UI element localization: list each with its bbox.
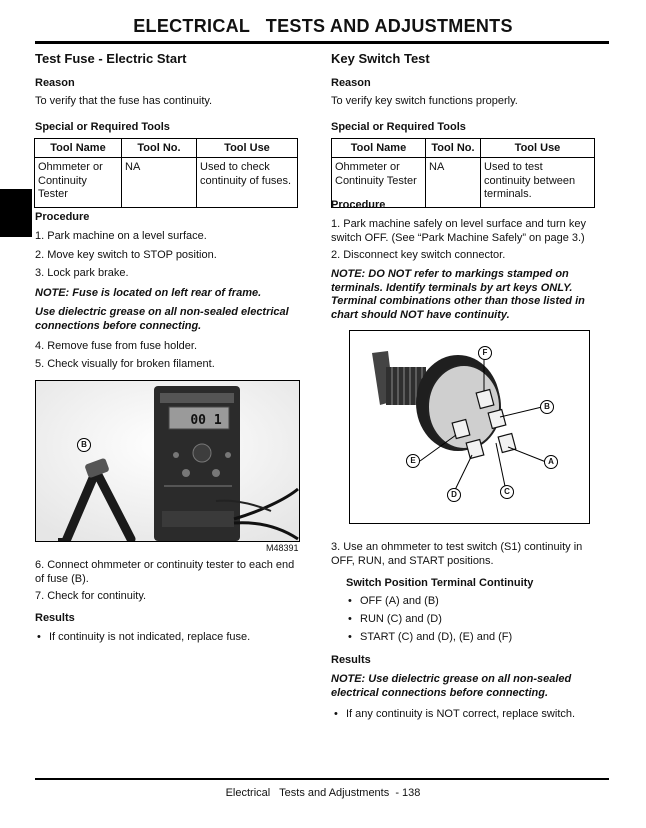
table-cell-tool-no: NA [426,158,481,208]
table-header-tool-name: Tool Name [35,139,122,158]
table-cell-tool-no: NA [122,158,197,208]
left-tools-table [34,138,298,208]
right-step-2: 2. Disconnect key switch connector. [331,249,506,261]
switch-callout-e: E [406,454,420,468]
right-section-title: Key Switch Test [331,51,430,66]
left-step-6: 6. Connect ohmmeter or continuity tester to each end of fuse (B). [35,559,295,585]
right-step-3: 3. Use an ohmmeter to test switch (S1) continuity in OFF, RUN, and START positions. [331,541,583,567]
continuity-off: • OFF (A) and (B) [360,595,439,609]
left-procedure-heading: Procedure [35,211,90,223]
left-reason-heading: Reason [35,77,75,89]
left-result-bullet: • If continuity is not indicated, replace fuse. [49,631,250,645]
table-cell-tool-name: Ohmmeter or Continuity Tester [35,158,122,208]
continuity-heading: Switch Position Terminal Continuity [346,577,534,589]
fuse-test-photo [35,380,300,542]
table-header-tool-name: Tool Name [332,139,426,158]
left-step-1: 1. Park machine on a level surface. [35,230,207,242]
left-reason-text: To verify that the fuse has continuity. [35,95,213,107]
right-tools-table [331,138,595,208]
svg-text:00 1: 00 1 [190,413,222,428]
right-tools-heading: Special or Required Tools [331,121,466,133]
left-note-dielectric: Use dielectric grease on all non-sealed electrical connections before connecting. [35,306,289,332]
left-step-4: 4. Remove fuse from fuse holder. [35,340,198,352]
left-section-title: Test Fuse - Electric Start [35,51,187,66]
left-step-2: 2. Move key switch to STOP position. [35,249,217,261]
left-step-5: 5. Check visually for broken filament. [35,358,215,370]
left-figure-id: M48391 [266,543,299,553]
key-switch-photo [349,330,590,524]
header-rule [35,41,609,44]
ohmmeter-illustration [36,381,299,541]
right-results-note: NOTE: Use dielectric grease on all non-sealed electrical connections before connecting. [331,673,572,699]
right-results-heading: Results [331,654,371,666]
section-tab-marker [0,189,32,237]
table-cell-tool-name: Ohmmeter or Continuity Tester [332,158,426,208]
page-header-title: ELECTRICAL TESTS AND ADJUSTMENTS [133,16,513,36]
continuity-run: • RUN (C) and (D) [360,613,442,627]
right-step-1: 1. Park machine safely on level surface and turn key switch OFF. (See “Park Machine Safely” on page 3.) [331,218,586,244]
table-header-tool-no: Tool No. [122,139,197,158]
left-results-heading: Results [35,612,75,624]
left-tools-heading: Special or Required Tools [35,121,170,133]
table-cell-tool-use: Used to test continuity between terminals. [481,158,595,208]
footer-rule [35,778,609,780]
page-footer: Electrical Tests and Adjustments - 138 [225,787,421,799]
left-step-3: 3. Lock park brake. [35,267,129,279]
left-step-7: 7. Check for continuity. [35,590,147,602]
table-row [35,158,298,208]
table-header-tool-no: Tool No. [426,139,481,158]
right-procedure-heading: Procedure [331,199,386,211]
right-reason-heading: Reason [331,77,371,89]
switch-callout-d: D [447,488,461,502]
right-result-bullet: • If any continuity is NOT correct, replace switch. [346,708,575,722]
table-header-tool-use: Tool Use [197,139,298,158]
left-note-fuse-location: NOTE: Fuse is located on left rear of frame. [35,287,262,299]
right-note-terminals: NOTE: DO NOT refer to markings stamped on terminals. Identify terminals by art keys ONLY. Terminal combinations other than those listed in chart should NOT have continuity. [331,268,585,321]
table-cell-tool-use: Used to check continuity of fuses. [197,158,298,208]
switch-callout-c: C [500,485,514,499]
continuity-start: • START (C) and (D), (E) and (F) [360,631,512,645]
switch-callout-a: A [544,455,558,469]
switch-callout-b: B [540,400,554,414]
right-reason-text: To verify key switch functions properly. [331,95,518,107]
fuse-callout-b: B [77,438,91,452]
key-switch-illustration [350,331,589,523]
table-header-tool-use: Tool Use [481,139,595,158]
switch-callout-f: F [478,346,492,360]
